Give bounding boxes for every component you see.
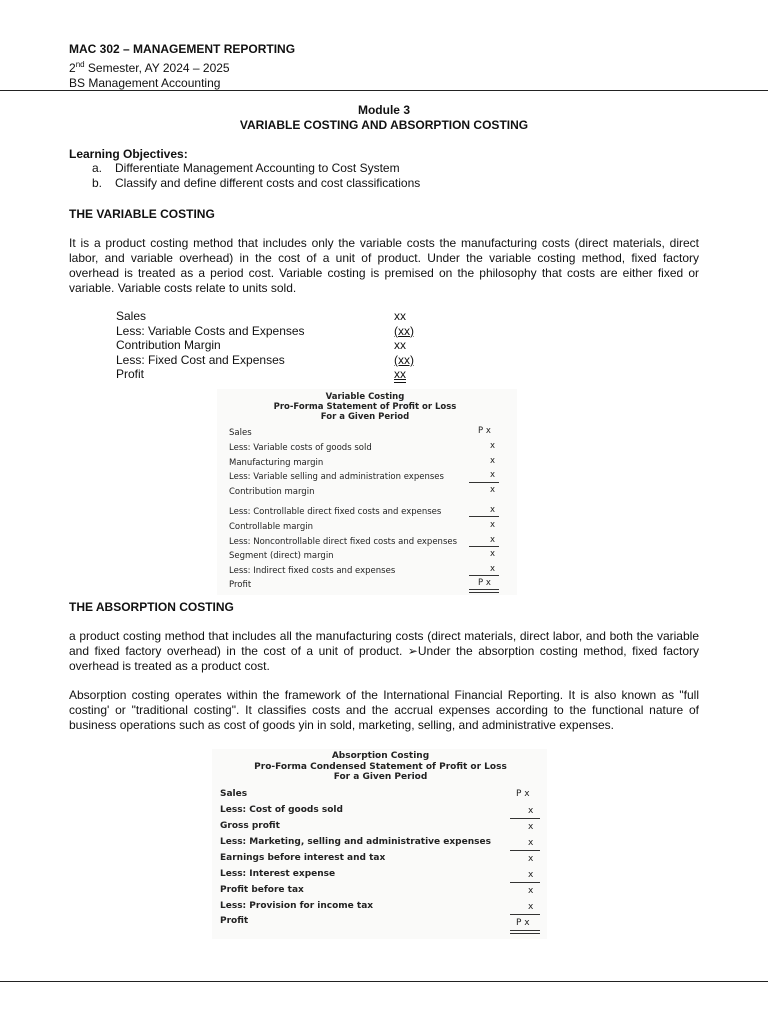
statement-amount: x: [490, 564, 496, 574]
statement-amount: x: [490, 520, 496, 530]
statement-amount: x: [490, 441, 496, 451]
subtotal-rule: [510, 914, 540, 915]
statement-line: Controllable margin: [229, 522, 313, 532]
variable-costing-heading: THE VARIABLE COSTING: [69, 207, 215, 221]
statement-title: [218, 751, 543, 783]
semester-superscript: nd: [75, 60, 85, 69]
objective-text: Classify and define different costs and cost classifications: [115, 176, 421, 190]
statement-amount: x: [490, 485, 496, 495]
statement-amount: x: [490, 456, 496, 466]
objective-item: [92, 161, 420, 176]
objective-text: Differentiate Management Accounting to Cost System: [115, 161, 400, 175]
statement-amount: P x: [516, 789, 530, 799]
document-header: [69, 42, 295, 91]
statement-title-line: Absorption Costing: [331, 751, 430, 761]
subtotal-rule: [510, 850, 540, 851]
total-double-rule: [469, 589, 499, 593]
format-amount: xx: [394, 367, 406, 382]
objective-letter: b.: [92, 176, 103, 190]
statement-line: Less: Cost of goods sold: [220, 805, 343, 815]
subtotal-rule: [510, 882, 540, 883]
statement-line: Less: Noncontrollable direct fixed costs and expenses: [229, 537, 458, 547]
statement-title-line: Pro-Forma Statement of Profit or Loss: [273, 402, 457, 412]
format-row: [116, 338, 416, 353]
statement-title: [225, 392, 505, 422]
statement-title-line: Variable Costing: [325, 392, 405, 402]
module-number: Module 3: [357, 103, 410, 117]
objective-letter: a.: [92, 161, 103, 175]
statement-amount: x: [490, 549, 496, 559]
statement-line: Less: Interest expense: [220, 869, 336, 879]
absorption-costing-statement: [218, 749, 543, 939]
statement-line: Less: Controllable direct fixed costs and expenses: [229, 507, 442, 517]
absorption-costing-paragraph-2: Absorption costing operates within the framework of the International Financial Reporting. It is also known as "full costing' or "traditional costing". It classifies costs and the accrual expenses according to the functional nature of business operations such as cost of goods yin in sold, marketing, selling, and administrative expenses.: [69, 688, 699, 732]
format-label: Contribution Margin: [116, 338, 221, 353]
objectives-heading: Learning Objectives:: [69, 147, 188, 161]
statement-line: Less: Indirect fixed costs and expenses: [229, 566, 396, 576]
subtotal-rule: [469, 516, 499, 517]
format-label: Less: Variable Costs and Expenses: [116, 323, 305, 338]
variable-costing-statement: [225, 389, 505, 595]
module-title: VARIABLE COSTING AND ABSORPTION COSTING: [239, 118, 529, 132]
statement-amount: P x: [478, 578, 491, 588]
statement-line: Gross profit: [220, 821, 280, 831]
absorption-costing-paragraph-1: a product costing method that includes all the manufacturing costs (direct materials, direct labor, and both the variable and fixed factory overhead) in the cost of a unit of product. ➢Under the absorption costing method, fixed factory overhead is treated as a product cost.: [69, 629, 699, 673]
format-row: [116, 324, 416, 339]
statement-line: Earnings before interest and tax: [220, 853, 386, 863]
statement-amount: x: [490, 535, 496, 545]
header-divider: [0, 90, 768, 91]
format-amount: (xx): [394, 323, 414, 338]
statement-line: Contribution margin: [229, 487, 315, 497]
format-amount: xx: [394, 309, 406, 323]
statement-line: Profit: [229, 580, 252, 590]
course-title: MAC 302 – MANAGEMENT REPORTING: [69, 42, 296, 56]
statement-amount: P x: [516, 918, 530, 928]
statement-line: Sales: [229, 428, 252, 438]
statement-amount: x: [528, 806, 534, 816]
absorption-costing-heading: THE ABSORPTION COSTING: [69, 600, 234, 614]
statement-amount: x: [528, 854, 534, 864]
statement-title-line: Pro-Forma Condensed Statement of Profit or Loss: [254, 761, 507, 772]
format-row: [116, 367, 416, 382]
semester-text: Semester, AY 2024 – 2025: [84, 61, 230, 75]
program-name: BS Management Accounting: [69, 76, 221, 90]
statement-amount: P x: [478, 426, 491, 436]
subtotal-rule: [510, 818, 540, 819]
statement-line: Less: Variable selling and administration expenses: [229, 472, 444, 482]
subtotal-rule: [469, 575, 499, 576]
format-amount: xx: [394, 338, 406, 353]
format-label: Profit: [116, 367, 145, 382]
format-row: [116, 309, 416, 324]
statement-line: Less: Variable costs of goods sold: [229, 443, 372, 453]
statement-line: Segment (direct) margin: [229, 551, 334, 561]
subtotal-rule: [469, 482, 499, 483]
statement-line: Sales: [220, 789, 248, 799]
statement-amount: x: [528, 838, 534, 848]
statement-line: Profit before tax: [220, 885, 304, 895]
statement-amount: x: [528, 870, 534, 880]
format-label: Less: Fixed Cost and Expenses: [116, 352, 285, 367]
statement-line: Less: Marketing, selling and administrative expenses: [220, 837, 491, 847]
statement-amount: x: [490, 470, 496, 480]
semester-line: [69, 57, 295, 76]
statement-title-line: For a Given Period: [333, 772, 428, 782]
objectives-list: [92, 161, 420, 191]
format-label: Sales: [116, 309, 147, 323]
statement-amount: x: [528, 902, 534, 912]
statement-amount: x: [490, 505, 496, 515]
format-amount: (xx): [394, 352, 414, 367]
statement-amount: x: [528, 822, 534, 832]
statement-line: Profit: [220, 916, 249, 926]
footer-divider: [0, 981, 768, 982]
objective-item: [92, 176, 420, 191]
statement-line: Less: Provision for income tax: [220, 901, 374, 911]
statement-line: Manufacturing margin: [229, 458, 324, 468]
semester-number: 2: [69, 61, 76, 75]
variable-costing-format: [116, 309, 416, 382]
subtotal-rule: [469, 546, 499, 547]
statement-title-line: For a Given Period: [320, 412, 410, 422]
format-row: [116, 353, 416, 368]
variable-costing-paragraph: It is a product costing method that includes only the variable costs the manufacturing costs (direct materials, direct labor, and variable overhead) in the cost of a unit of product. Under the variable costing method, fixed factory overhead is treated as a period cost. Variable costing is premised on the philosophy that costs are either fixed or variable. Variable costs relate to units sold.: [69, 236, 699, 295]
total-double-rule: [510, 930, 540, 934]
statement-amount: x: [528, 886, 534, 896]
